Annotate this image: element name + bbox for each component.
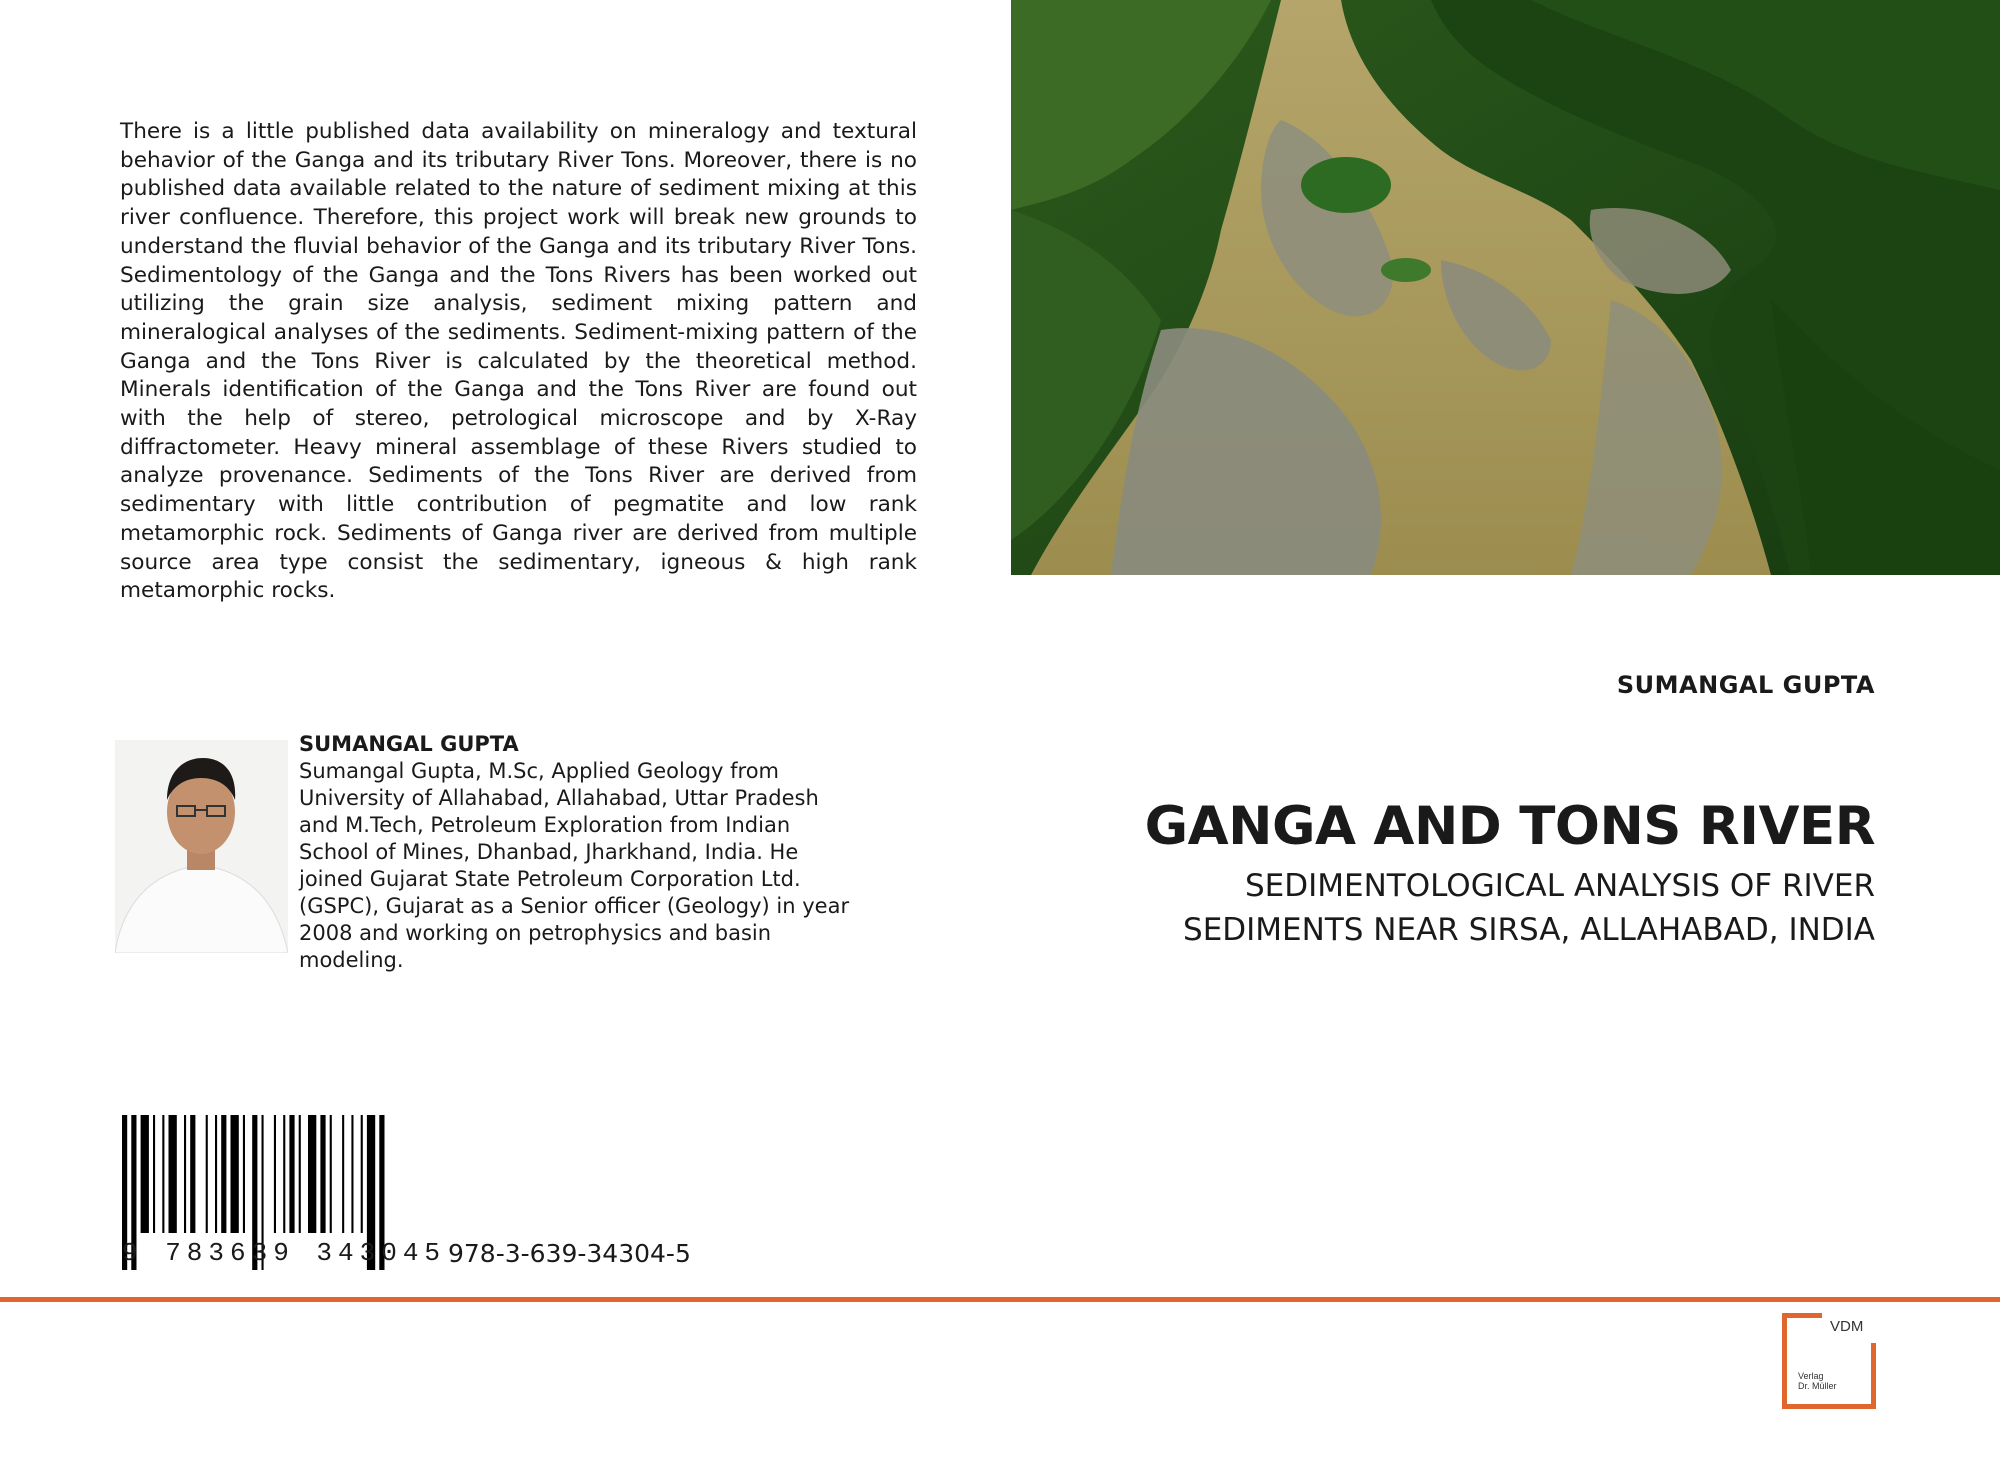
back-cover-blurb: There is a little published data availability on mineralogy and textural behavior of the Ganga and its tributary River Tons. Moreover, there is no published data available related to the nature of sediment mixing at this river confluence. Therefore, this project work will break new grounds to understand the fluvial behavior of the Ganga and its tributary River Tons. Sedimentology of the Ganga and the Tons Rivers has been worked out utilizing the grain size analysis, sediment mixing pattern and mineralogical analyses of the sediments. Sediment-mixing pattern of the Ganga and the Tons River is calculated by the theoretical method. Minerals identification of the Ganga and the Tons River are found out with the help of stereo, petrological microscope and by X-Ray diffractometer. Heavy mineral assemblage of these Rivers studied to analyze provenance. Sediments of the Tons River are derived from sedimentary with little contribution of pegmatite and low rank metamorphic rock. Sediments of Ganga river are derived from multiple source area type consist the sedimentary, igneous & high rank metamorphic rocks. (120, 119, 917, 604)
barcode-digits: 9 783639 343045 (122, 1238, 447, 1268)
barcode-bar (243, 1115, 245, 1233)
barcode-bar (289, 1115, 294, 1233)
cover-photo-river-aerial (1011, 0, 2000, 575)
barcode-bar (215, 1115, 217, 1233)
orange-divider-rule (0, 1297, 2000, 1302)
barcode-bar (274, 1115, 276, 1233)
vdm-publisher-logo (1782, 1313, 1876, 1409)
author-photo (115, 740, 288, 953)
barcode-bar (361, 1115, 363, 1233)
book-title: GANGA AND TONS RIVER (1144, 796, 1875, 857)
logo-frame-top (1782, 1313, 1822, 1318)
barcode-bar (330, 1115, 332, 1233)
barcode-bar (184, 1115, 186, 1233)
logo-subtext (1798, 1371, 1837, 1391)
logo-frame-right (1871, 1343, 1876, 1409)
logo-subtext-line-2: Dr. Müller (1798, 1381, 1837, 1391)
book-subtitle (975, 864, 1875, 952)
barcode-bar (221, 1115, 226, 1233)
isbn-number: 978-3-639-34304-5 (448, 1239, 691, 1268)
author-bio (299, 731, 859, 974)
barcode-bar (299, 1115, 301, 1233)
logo-subtext-line-1: Verlag (1798, 1371, 1824, 1381)
logo-vdm-text: VDM (1830, 1318, 1864, 1335)
subtitle-line-1: SEDIMENTOLOGICAL ANALYSIS OF RIVER (1245, 868, 1875, 904)
barcode-bar (141, 1115, 149, 1233)
bio-text: Sumangal Gupta, M.Sc, Applied Geology from University of Allahabad, Allahabad, Uttar Pradesh and M.Tech, Petroleum Exploration from Indian School of Mines, Dhanbad, Jharkhand, India. He joined Gujarat State Petroleum Corporation Ltd. (GSPC), Gujarat as a Senior officer (Geology) in year 2008 and working on petrophysics and basin modeling. (299, 759, 850, 972)
barcode-bar (206, 1115, 208, 1233)
barcode-bar (153, 1115, 155, 1233)
barcode-bar (231, 1115, 239, 1233)
bio-author-name: SUMANGAL GUPTA (299, 732, 519, 756)
barcode-bar (342, 1115, 344, 1233)
front-author-name: SUMANGAL GUPTA (1616, 671, 1875, 699)
barcode-bar (351, 1115, 353, 1233)
subtitle-line-2: SEDIMENTS NEAR SIRSA, ALLAHABAD, INDIA (1183, 912, 1875, 948)
barcode-bar (320, 1115, 325, 1233)
barcode-bar (190, 1115, 195, 1233)
barcode-bar (169, 1115, 177, 1233)
barcode-bar (283, 1115, 285, 1233)
barcode-bar (162, 1115, 164, 1233)
barcode-bar (308, 1115, 316, 1233)
